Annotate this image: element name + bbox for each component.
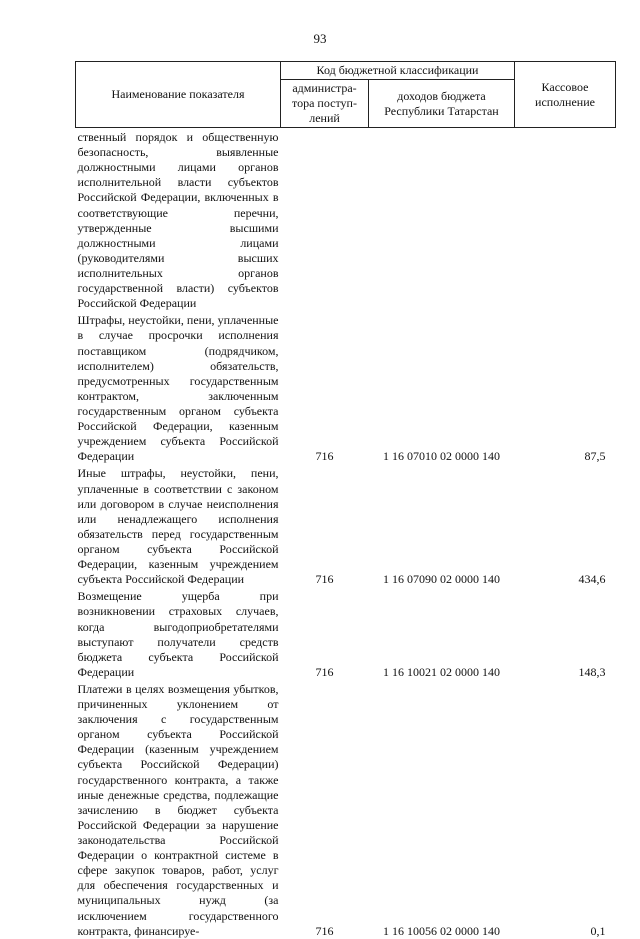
table-header [76,62,616,128]
row-kbk: 1 16 10021 02 0000 140 [383,664,500,679]
row-amount [515,128,616,312]
row-amount: 434,6 [578,572,606,587]
row-kbk [369,128,515,312]
header-name: Наименование показателя [76,62,281,128]
budget-table [75,61,616,939]
table-row [76,680,616,939]
table-row [76,311,616,464]
row-amount: 148,3 [578,664,606,679]
row-name: Штрафы, неустойки, пени, уплаченные в случае просрочки исполнения поставщиком (подрядчиком, исполнителем) обязательств, предусмотренных государственным контрактом, заключенным государственным органом субъекта Российской Федерации, казенным учреждением субъекта Российской Федерации [77,313,279,464]
header-amount: Кассовое исполнение [515,62,616,128]
header-budget-income: доходов бюджета Республики Татарстан [369,80,515,128]
row-name: Возмещение ущерба при возникновении страховых случаев, когда выгодоприобретателями выступают получатели средств бюджета субъекта Российской Федерации [77,589,279,679]
row-name: Иные штрафы, неустойки, пени, уплаченные в соответствии с законом или договором в случае неисполнения или ненадлежащего исполнения обязательств перед государственным органом субъекта Российской Федерации, казенным учреждением субъекта Российской Федерации [77,466,279,587]
row-admin: 716 [315,923,334,938]
page-number: 93 [313,31,327,46]
row-name: ственный порядок и общественную безопасность, выявленные должностными лицами органов исполнительной власти субъектов Российской Федерации, включенных в соответствующие перечни, утвержденные высшими должностными лицами (руководителями высших исполнительных органов государственной власти) субъектов Российской Федерации [77,130,279,311]
row-amount: 0,1 [590,923,606,938]
header-code-group: Код бюджетной классификации [281,62,515,80]
row-admin: 716 [315,664,334,679]
row-kbk: 1 16 10056 02 0000 140 [383,923,500,938]
row-admin: 716 [315,572,334,587]
row-name: Платежи в целях возмещения убытков, причиненных уклонением от заключения с государственным органом субъекта Российской Федерации (казенным учреждением субъекта Российской Федерации) государственного контракта, а также иные денежные средства, подлежащие зачислению в бюджет субъекта Российской Федерации за нарушение законодательства Российской Федерации о контрактной системе в сфере закупок товаров, работ, услуг для обеспечения государственных и муниципальных нужд (за исключением государственного контракта, финансируе- [77,681,279,938]
row-admin [281,128,369,312]
row-kbk: 1 16 07010 02 0000 140 [383,449,500,464]
table-row [76,464,616,587]
row-kbk: 1 16 07090 02 0000 140 [383,572,500,587]
row-admin: 716 [315,449,334,464]
table-row [76,587,616,680]
header-admin: администра-тора поступ-лений [281,80,369,128]
table-row [76,128,616,312]
row-amount: 87,5 [584,449,606,464]
